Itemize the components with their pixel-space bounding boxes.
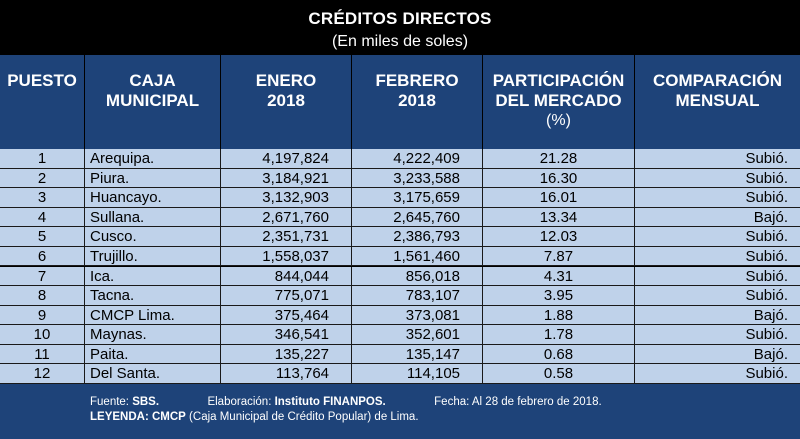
cell-febrero: 373,081 bbox=[352, 306, 483, 325]
cell-caja: Ica. bbox=[85, 267, 221, 286]
cell-enero: 775,071 bbox=[221, 286, 352, 305]
header-comp-line1: COMPARACIÓN bbox=[652, 71, 783, 90]
cell-comparacion: Bajó. bbox=[753, 345, 788, 363]
cell-puesto: 10 bbox=[0, 325, 85, 344]
cell-caja: Sullana. bbox=[85, 208, 221, 227]
table-row bbox=[0, 188, 800, 208]
table-header bbox=[0, 55, 800, 149]
table-subtitle: (En miles de soles) bbox=[331, 33, 469, 50]
cell-enero: 1,558,037 bbox=[221, 247, 352, 266]
cell-comparacion: Subió. bbox=[745, 287, 788, 305]
header-participacion bbox=[483, 55, 635, 149]
cell-puesto: 11 bbox=[0, 345, 85, 364]
cell-participacion: 1.88 bbox=[483, 306, 635, 325]
header-febrero-line1: FEBRERO bbox=[375, 71, 459, 90]
table-row bbox=[0, 345, 800, 365]
cell-enero: 346,541 bbox=[221, 325, 352, 344]
footer-fecha: Fecha: Al 28 de febrero de 2018. bbox=[434, 396, 602, 408]
header-enero bbox=[221, 55, 352, 149]
cell-puesto: 5 bbox=[0, 227, 85, 246]
table-row bbox=[0, 169, 800, 189]
cell-comparacion: Subió. bbox=[745, 189, 788, 207]
cell-participacion: 0.58 bbox=[483, 364, 635, 383]
cell-caja: Piura. bbox=[85, 169, 221, 188]
footer-elab-label: Elaboración: bbox=[207, 396, 275, 408]
footer-leyenda-term: CMCP bbox=[151, 411, 186, 423]
cell-comparacion: Subió. bbox=[745, 228, 788, 246]
header-puesto bbox=[0, 55, 85, 149]
table-title: CRÉDITOS DIRECTOS bbox=[308, 9, 492, 28]
cell-febrero: 3,233,588 bbox=[352, 169, 483, 188]
table-row bbox=[0, 325, 800, 345]
cell-puesto: 2 bbox=[0, 169, 85, 188]
cell-enero: 2,351,731 bbox=[221, 227, 352, 246]
table-row bbox=[0, 227, 800, 247]
cell-caja: Trujillo. bbox=[85, 247, 221, 266]
cell-febrero: 3,175,659 bbox=[352, 188, 483, 207]
header-comp-line2: MENSUAL bbox=[675, 91, 760, 110]
table-row bbox=[0, 306, 800, 326]
cell-puesto: 7 bbox=[0, 267, 85, 286]
table-row bbox=[0, 286, 800, 306]
cell-febrero: 2,386,793 bbox=[352, 227, 483, 246]
cell-caja: Cusco. bbox=[85, 227, 221, 246]
cell-participacion: 12.03 bbox=[483, 227, 635, 246]
table-row bbox=[0, 208, 800, 228]
cell-enero: 3,132,903 bbox=[221, 188, 352, 207]
cell-enero: 135,227 bbox=[221, 345, 352, 364]
cell-enero: 3,184,921 bbox=[221, 169, 352, 188]
cell-caja: Maynas. bbox=[85, 325, 221, 344]
footer-fuente-value: SBS. bbox=[132, 396, 160, 408]
title-block bbox=[0, 0, 800, 55]
cell-febrero: 4,222,409 bbox=[352, 149, 483, 168]
cell-caja: Del Santa. bbox=[85, 364, 221, 383]
header-part-line2: DEL MERCADO bbox=[495, 91, 622, 110]
cell-participacion: 0.68 bbox=[483, 345, 635, 364]
cell-puesto: 6 bbox=[0, 247, 85, 266]
cell-caja: Tacna. bbox=[85, 286, 221, 305]
cell-febrero: 856,018 bbox=[352, 267, 483, 286]
cell-enero: 2,671,760 bbox=[221, 208, 352, 227]
cell-participacion: 16.30 bbox=[483, 169, 635, 188]
table-footer bbox=[0, 384, 800, 439]
table-body bbox=[0, 149, 800, 384]
cell-participacion: 16.01 bbox=[483, 188, 635, 207]
cell-participacion: 7.87 bbox=[483, 247, 635, 266]
cell-enero: 375,464 bbox=[221, 306, 352, 325]
cell-enero: 113,764 bbox=[221, 364, 352, 383]
header-febrero bbox=[352, 55, 483, 149]
footer-fuente-label: Fuente: bbox=[90, 396, 133, 408]
cell-participacion: 4.31 bbox=[483, 267, 635, 286]
header-caja-line2: MUNICIPAL bbox=[105, 91, 200, 110]
cell-febrero: 2,645,760 bbox=[352, 208, 483, 227]
footer-elab-value: Instituto FINANPOS. bbox=[274, 396, 386, 408]
table-row bbox=[0, 267, 800, 287]
cell-puesto: 4 bbox=[0, 208, 85, 227]
cell-caja: CMCP Lima. bbox=[85, 306, 221, 325]
cell-caja: Huancayo. bbox=[85, 188, 221, 207]
cell-enero: 4,197,824 bbox=[221, 149, 352, 168]
cell-caja: Paita. bbox=[85, 345, 221, 364]
cell-comparacion: Subió. bbox=[745, 150, 788, 167]
cell-puesto: 12 bbox=[0, 364, 85, 383]
header-caja bbox=[85, 55, 221, 149]
cell-febrero: 114,105 bbox=[352, 364, 483, 383]
cell-febrero: 135,147 bbox=[352, 345, 483, 364]
header-comparacion bbox=[635, 55, 800, 149]
cell-puesto: 9 bbox=[0, 306, 85, 325]
header-febrero-line2: 2018 bbox=[398, 91, 436, 110]
footer-leyenda-text: (Caja Municipal de Crédito Popular) de Lima. bbox=[185, 411, 419, 423]
table-row bbox=[0, 364, 800, 384]
cell-comparacion: Subió. bbox=[745, 247, 788, 265]
cell-comparacion: Subió. bbox=[745, 326, 788, 344]
cell-puesto: 3 bbox=[0, 188, 85, 207]
cell-febrero: 1,561,460 bbox=[352, 247, 483, 266]
header-part-line3: (%) bbox=[546, 112, 571, 129]
header-puesto-label: PUESTO bbox=[7, 71, 77, 90]
header-caja-line1: CAJA bbox=[129, 71, 176, 90]
cell-puesto: 8 bbox=[0, 286, 85, 305]
cell-participacion: 21.28 bbox=[483, 149, 635, 168]
cell-comparacion: Bajó. bbox=[753, 208, 788, 226]
cell-enero: 844,044 bbox=[221, 267, 352, 286]
cell-comparacion: Subió. bbox=[745, 365, 788, 383]
cell-febrero: 352,601 bbox=[352, 325, 483, 344]
cell-participacion: 1.78 bbox=[483, 325, 635, 344]
table-row bbox=[0, 149, 800, 169]
footer-line-2 bbox=[90, 411, 790, 423]
header-enero-line1: ENERO bbox=[255, 71, 317, 90]
header-enero-line2: 2018 bbox=[267, 91, 305, 110]
footer-line-1 bbox=[90, 396, 790, 408]
table-row bbox=[0, 247, 800, 267]
cell-participacion: 3.95 bbox=[483, 286, 635, 305]
footer-leyenda-label: LEYENDA: bbox=[90, 411, 152, 423]
cell-caja: Arequipa. bbox=[85, 149, 221, 168]
cell-participacion: 13.34 bbox=[483, 208, 635, 227]
cell-puesto: 1 bbox=[0, 149, 85, 168]
cell-comparacion: Subió. bbox=[745, 267, 788, 285]
header-part-line1: PARTICIPACIÓN bbox=[492, 71, 625, 90]
cell-comparacion: Subió. bbox=[745, 169, 788, 187]
cell-comparacion: Bajó. bbox=[753, 306, 788, 324]
cell-febrero: 783,107 bbox=[352, 286, 483, 305]
